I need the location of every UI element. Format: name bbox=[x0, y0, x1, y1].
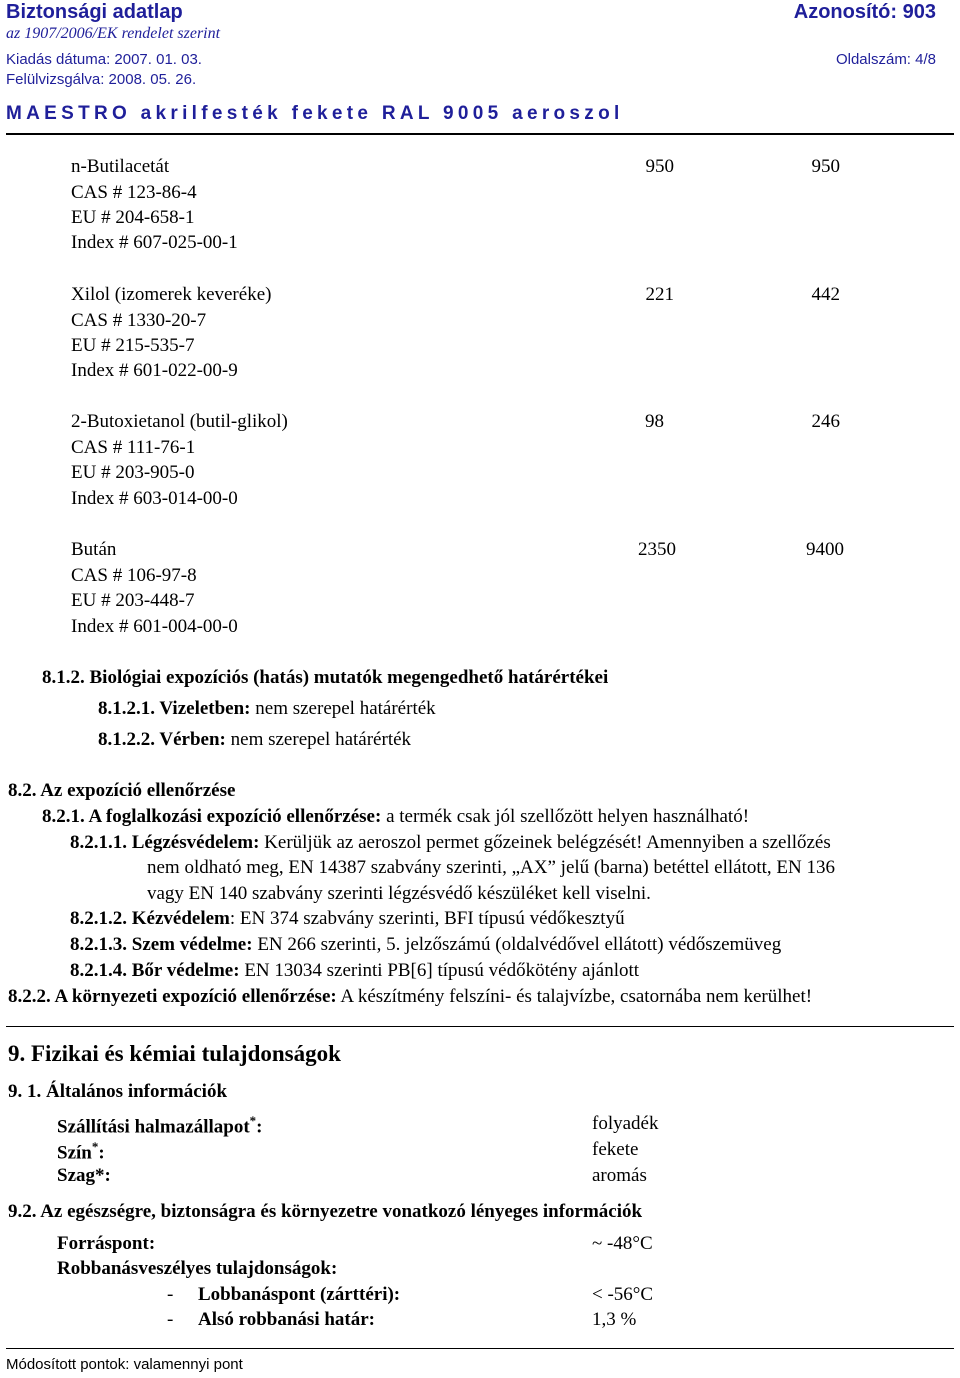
substance-eu: EU # 203-905-0 bbox=[71, 462, 195, 483]
product-name: MAESTRO akrilfesték fekete RAL 9005 aeroszol bbox=[6, 103, 624, 124]
blood-label: 8.1.2.2. Vérben: bbox=[98, 729, 226, 750]
skin-protection-text: EN 13034 szerinti PB[6] típusú védőkötény ajánlott bbox=[239, 960, 640, 981]
section-heading-text: 9. Fizikai és kémiai tulajdonságok bbox=[8, 1041, 341, 1066]
environmental-exposure-text: A készítmény felszíni- és talajvízbe, csatornába nem kerülhet! bbox=[336, 986, 813, 1007]
asterisk: * bbox=[249, 1113, 257, 1128]
substance-eu: EU # 215-535-7 bbox=[71, 335, 195, 356]
section-9-heading bbox=[8, 1042, 341, 1065]
lower-explosion-limit-dash: - bbox=[167, 1309, 174, 1330]
substance-index: Index # 601-004-00-0 bbox=[71, 616, 238, 637]
flash-point-value: < -56°C bbox=[592, 1284, 654, 1305]
substance-value-1: 2350 bbox=[638, 539, 676, 560]
respiratory-protection-label: 8.2.1.1. Légzésvédelem: bbox=[70, 832, 260, 853]
label-text: Robbanásveszélyes tulajdonságok: bbox=[57, 1258, 338, 1279]
substance-index: Index # 607-025-00-1 bbox=[71, 232, 238, 253]
boiling-point-label bbox=[57, 1234, 155, 1253]
substance-name: 2-Butoxietanol (butil-glikol) bbox=[71, 411, 288, 432]
color-value: fekete bbox=[592, 1139, 639, 1160]
substance-value-1: 221 bbox=[645, 284, 674, 305]
environmental-exposure-line bbox=[8, 987, 812, 1006]
regulation-reference: az 1907/2006/EK rendelet szerint bbox=[6, 25, 221, 42]
section-heading-text: 9. 1. Általános információk bbox=[8, 1081, 228, 1102]
respiratory-protection-line bbox=[70, 833, 831, 852]
asterisk: * bbox=[91, 1139, 99, 1154]
hand-protection-label: 8.2.1.2. Kézvédelem bbox=[70, 908, 230, 929]
odor-value: aromás bbox=[592, 1165, 647, 1186]
section-divider bbox=[6, 1026, 954, 1027]
substance-cas: CAS # 123-86-4 bbox=[71, 182, 197, 203]
substance-name: n-Butilacetát bbox=[71, 156, 170, 177]
label-text: Szag*: bbox=[57, 1165, 111, 1186]
substance-cas: CAS # 106-97-8 bbox=[71, 565, 197, 586]
eye-protection-line bbox=[70, 935, 781, 954]
skin-protection-line bbox=[70, 961, 639, 980]
header-divider bbox=[6, 133, 954, 135]
page-number: Oldalszám: 4/8 bbox=[835, 51, 936, 68]
substance-eu: EU # 204-658-1 bbox=[71, 207, 195, 228]
label-text: Forráspont: bbox=[57, 1233, 156, 1254]
substance-value-2: 246 bbox=[811, 411, 840, 432]
urine-label: 8.1.2.1. Vizeletben: bbox=[98, 698, 251, 719]
substance-eu: EU # 203-448-7 bbox=[71, 590, 195, 611]
section-8-1-2-heading bbox=[42, 668, 608, 687]
physical-state-label bbox=[57, 1114, 262, 1136]
substance-value-1: 950 bbox=[645, 156, 674, 177]
substance-value-2: 950 bbox=[811, 156, 840, 177]
eye-protection-text: EN 266 szerinti, 5. jelzőszámú (oldalvédővel ellátott) védőszemüveg bbox=[252, 934, 782, 955]
explosive-properties-label bbox=[57, 1259, 337, 1278]
urine-limit-line bbox=[98, 699, 436, 718]
section-9-1-heading bbox=[8, 1082, 227, 1101]
substance-index: Index # 601-022-00-9 bbox=[71, 360, 238, 381]
section-9-2-heading bbox=[8, 1202, 642, 1221]
section-8-2-heading bbox=[8, 781, 235, 800]
section-heading-text: 9.2. Az egészségre, biztonságra és környezetre vonatkozó lényeges információk bbox=[8, 1201, 643, 1222]
occupational-exposure-line bbox=[42, 807, 749, 826]
substance-cas: CAS # 1330-20-7 bbox=[71, 310, 207, 331]
eye-protection-label: 8.2.1.3. Szem védelme: bbox=[70, 934, 253, 955]
revision-date: Felülvizsgálva: 2008. 05. 26. bbox=[6, 71, 197, 88]
physical-state-value: folyadék bbox=[592, 1113, 659, 1134]
occupational-exposure-label: 8.2.1. A foglalkozási expozíció ellenőrzése: bbox=[42, 806, 382, 827]
label-text: Alsó robbanási határ: bbox=[198, 1309, 376, 1330]
respiratory-protection-text-3: vagy EN 140 szabvány szerinti légzésvédő készüléket kell viselni. bbox=[147, 883, 651, 904]
lower-explosion-limit-value: 1,3 % bbox=[592, 1309, 637, 1330]
substance-value-2: 442 bbox=[811, 284, 840, 305]
label-text: Szállítási halmazállapot bbox=[57, 1116, 250, 1138]
substance-name: Xilol (izomerek keveréke) bbox=[71, 284, 272, 305]
label-colon: : bbox=[98, 1142, 105, 1164]
issue-date: Kiadás dátuma: 2007. 01. 03. bbox=[6, 51, 202, 68]
respiratory-protection-text-2: nem oldható meg, EN 14387 szabvány szerinti, „AX” jelű (barna) betéttel ellátott, EN 136 bbox=[147, 857, 836, 878]
flash-point-dash: - bbox=[167, 1284, 174, 1305]
substance-name: Bután bbox=[71, 539, 117, 560]
label-text: Szín bbox=[57, 1142, 92, 1164]
document-title: Biztonsági adatlap bbox=[6, 1, 183, 23]
substance-value-2: 9400 bbox=[806, 539, 844, 560]
urine-text: nem szerepel határérték bbox=[250, 698, 436, 719]
color-label bbox=[57, 1140, 105, 1162]
skin-protection-label: 8.2.1.4. Bőr védelme: bbox=[70, 960, 240, 981]
respiratory-protection-text: Kerüljük az aeroszol permet gőzeinek belégzését! Amennyiben a szellőzés bbox=[259, 832, 831, 853]
section-heading-text: 8.2. Az expozíció ellenőrzése bbox=[8, 780, 236, 801]
substance-cas: CAS # 111-76-1 bbox=[71, 437, 196, 458]
footer-divider bbox=[6, 1348, 954, 1349]
blood-text: nem szerepel határérték bbox=[225, 729, 412, 750]
hand-protection-line bbox=[70, 909, 625, 928]
blood-limit-line bbox=[98, 730, 411, 749]
document-identifier: Azonosító: 903 bbox=[793, 1, 936, 23]
odor-label bbox=[57, 1166, 111, 1185]
footer-modified-points: Módosított pontok: valamennyi pont bbox=[6, 1356, 243, 1373]
substance-value-1: 98 bbox=[645, 411, 664, 432]
section-heading-text: 8.1.2. Biológiai expozíciós (hatás) mutatók megengedhető határértékei bbox=[42, 667, 609, 688]
label-colon: : bbox=[256, 1116, 263, 1138]
boiling-point-value: ~ -48°C bbox=[592, 1233, 653, 1254]
lower-explosion-limit-label bbox=[198, 1310, 375, 1329]
hand-protection-text: : EN 374 szabvány szerinti, BFI típusú védőkesztyű bbox=[229, 908, 625, 929]
flash-point-label bbox=[198, 1285, 400, 1304]
environmental-exposure-label: 8.2.2. A környezeti expozíció ellenőrzése: bbox=[8, 986, 337, 1007]
substance-index: Index # 603-014-00-0 bbox=[71, 488, 238, 509]
occupational-exposure-text: a termék csak jól szellőzött helyen használható! bbox=[381, 806, 750, 827]
label-text: Lobbanáspont (zárttéri): bbox=[198, 1284, 401, 1305]
